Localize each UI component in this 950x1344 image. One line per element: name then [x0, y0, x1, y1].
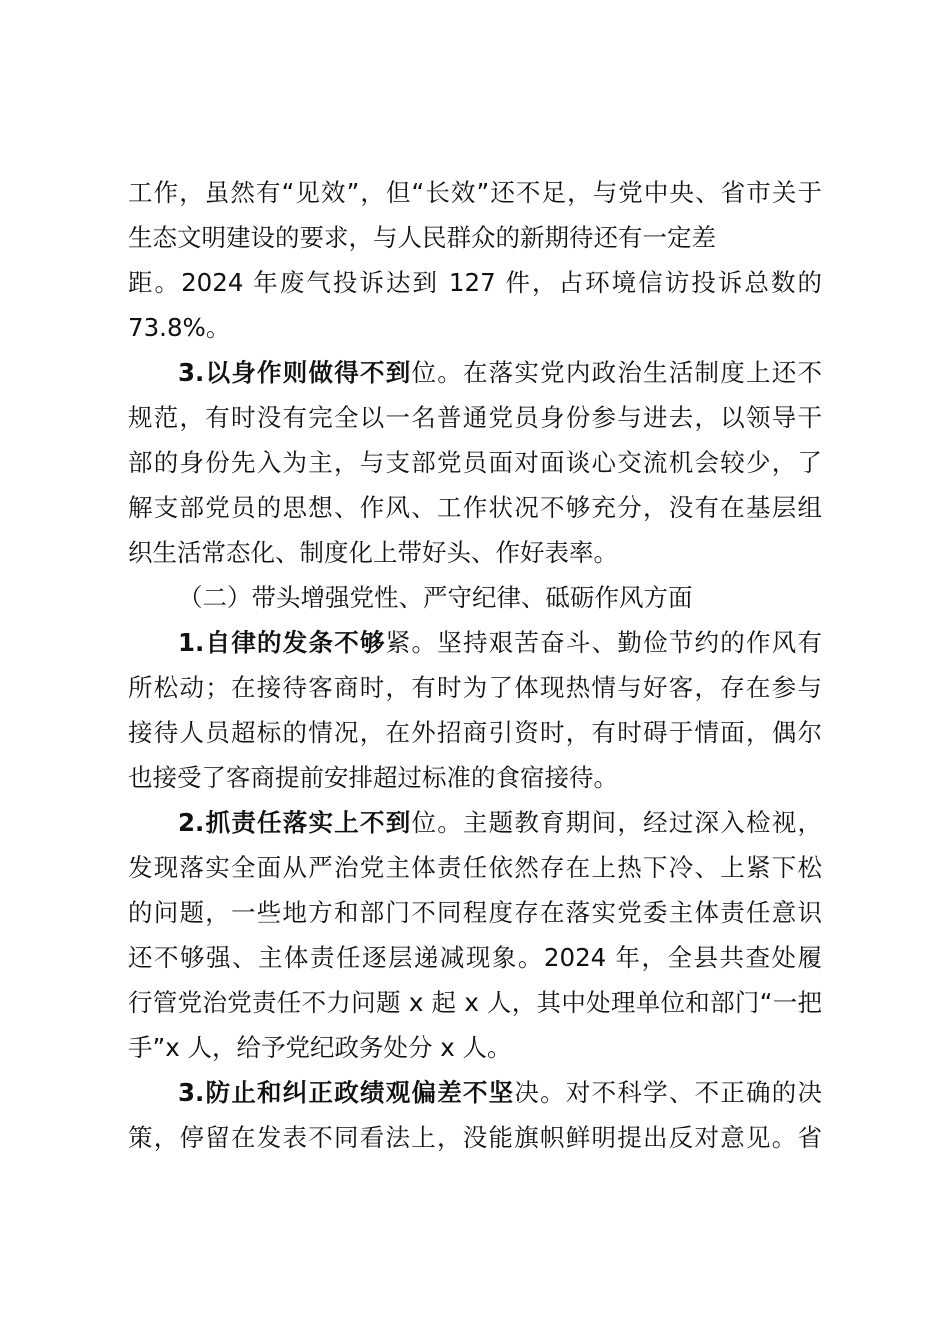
text-line: 所松动；在接待客商时，有时为了体现热情与好客，存在参与 [128, 673, 822, 702]
paragraph-responsibility [128, 800, 822, 1070]
paragraph-lead-heading: 2.抓责任落实上不到 [178, 808, 412, 837]
text-line: 手”x 人，给予党纪政务处分 x 人。 [128, 1033, 512, 1062]
text-line: 部的身份先入为主，与支部党员面对面谈心交流机会较少，了 [128, 448, 822, 477]
text-line: 织生活常态化、制度化上带好头、作好表率。 [128, 538, 618, 567]
paragraph-performance-view [128, 1070, 822, 1160]
paragraph-lead-heading: 3.以身作则做得不到 [178, 358, 412, 387]
paragraph-self-example [128, 350, 822, 575]
text-line: 解支部党员的思想、作风、工作状况不够充分，没有在基层组 [128, 493, 822, 522]
text-line: 的问题，一些地方和部门不同程度存在落实党委主体责任意识 [128, 898, 822, 927]
paragraph-lead-text: 位。在落实党内政治生活制度上还不 [411, 358, 822, 387]
text-line: 距。2024 年废气投诉达到 127 件，占环境信访投诉总数的 [128, 268, 822, 297]
text-line: 策，停留在发表不同看法上，没能旗帜鲜明提出反对意见。省 [128, 1123, 822, 1152]
text-line: 也接受了客商提前安排超过标准的食宿接待。 [128, 763, 618, 792]
section-heading: （二）带头增强党性、严守纪律、砥砺作风方面 [178, 583, 693, 612]
text-line: 行管党治党责任不力问题 x 起 x 人，其中处理单位和部门“一把 [128, 988, 822, 1017]
text-line [128, 350, 822, 395]
paragraph-self-discipline [128, 620, 822, 800]
text-line: 规范，有时没有完全以一名普通党员身份参与进去，以领导干 [128, 403, 822, 432]
text-line: 发现落实全面从严治党主体责任依然存在上热下冷、上紧下松 [128, 853, 822, 882]
document-body [128, 170, 822, 1160]
paragraph-lead-text: 位。主题教育期间，经过深入检视， [411, 808, 822, 837]
paragraph-continuation [128, 170, 822, 350]
paragraph-lead-heading: 1.自律的发条不够 [178, 628, 386, 657]
text-line [128, 620, 822, 665]
paragraph-lead-text: 紧。坚持艰苦奋斗、勤俭节约的作风有 [385, 628, 822, 657]
text-line: 生态文明建设的要求，与人民群众的新期待还有一定差 [128, 223, 716, 252]
text-line: 还不够强、主体责任逐层递减现象。2024 年，全县共查处履 [128, 943, 822, 972]
paragraph-lead-heading: 3.防止和纠正政绩观偏差不坚 [178, 1078, 515, 1107]
text-line: 接待人员超标的情况，在外招商引资时，有时碍于情面，偶尔 [128, 718, 822, 747]
text-line: 工作，虽然有“见效”，但“长效”还不足，与党中央、省市关于 [128, 178, 822, 207]
paragraph-lead-text: 决。对不科学、不正确的决 [514, 1078, 822, 1107]
text-line [128, 1070, 822, 1115]
text-line: 73.8%。 [128, 313, 231, 342]
text-line [128, 800, 822, 845]
